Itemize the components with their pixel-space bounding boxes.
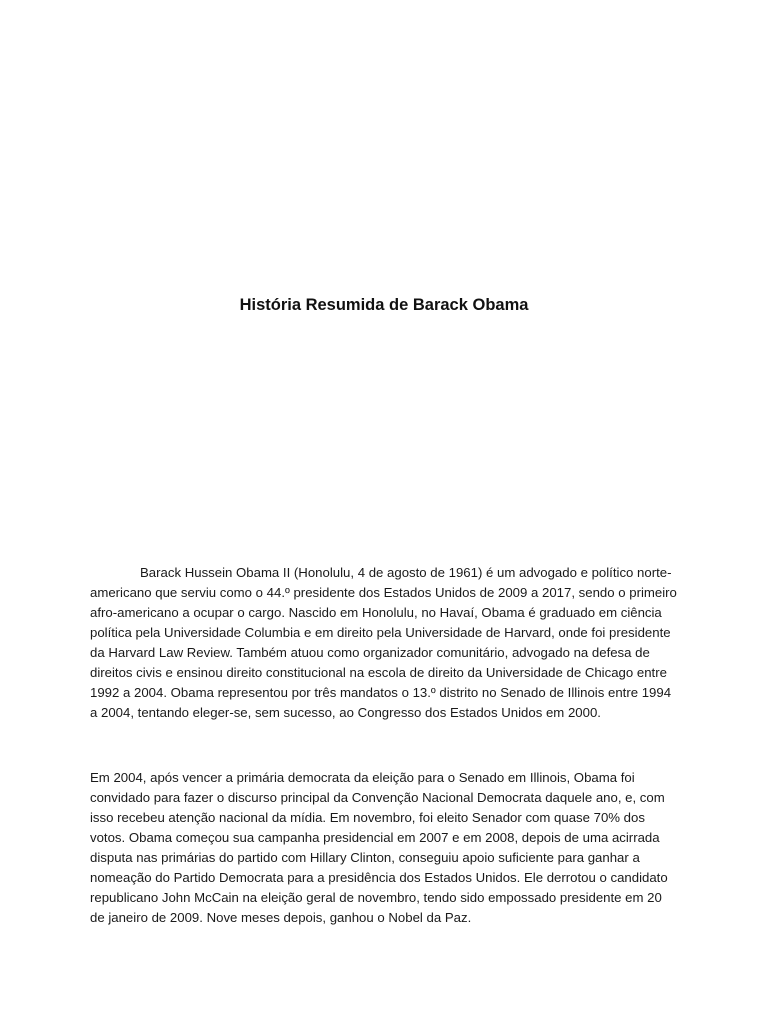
document-title: História Resumida de Barack Obama <box>239 296 529 314</box>
paragraph-biography-intro: Barack Hussein Obama II (Honolulu, 4 de agosto de 1961) é um advogado e político norte-americano que serviu como o 44.º presidente dos Estados Unidos de 2009 a 2017, sendo o primeiro afro-americano a ocupar o cargo. Nascido em Honolulu, no Havaí, Obama é graduado em ciência política pela Universidade Columbia e em direito pela Universidade de Harvard, onde foi presidente da Harvard Law Review. Também atuou como organizador comunitário, advogado na defesa de direitos civis e ensinou direito constitucional na escola de direito da Universidade de Chicago entre 1992 a 2004. Obama representou por três mandatos o 13.º distrito no Senado de Illinois entre 1994 a 2004, tentando eleger-se, sem sucesso, ao Congresso dos Estados Unidos em 2000. <box>90 565 677 720</box>
paragraph-political-career: Em 2004, após vencer a primária democrata da eleição para o Senado em Illinois, Obama foi convidado para fazer o discurso principal da Convenção Nacional Democrata daquele ano, e, com isso recebeu atenção nacional da mídia. Em novembro, foi eleito Senador com quase 70% dos votos. Obama começou sua campanha presidencial em 2007 e em 2008, depois de uma acirrada disputa nas primárias do partido com Hillary Clinton, conseguiu apoio suficiente para ganhar a nomeação do Partido Democrata para a presidência dos Estados Unidos. Ele derrotou o candidato republicano John McCain na eleição geral de novembro, tendo sido empossado presidente em 20 de janeiro de 2009. Nove meses depois, ganhou o Nobel da Paz. <box>90 770 668 925</box>
